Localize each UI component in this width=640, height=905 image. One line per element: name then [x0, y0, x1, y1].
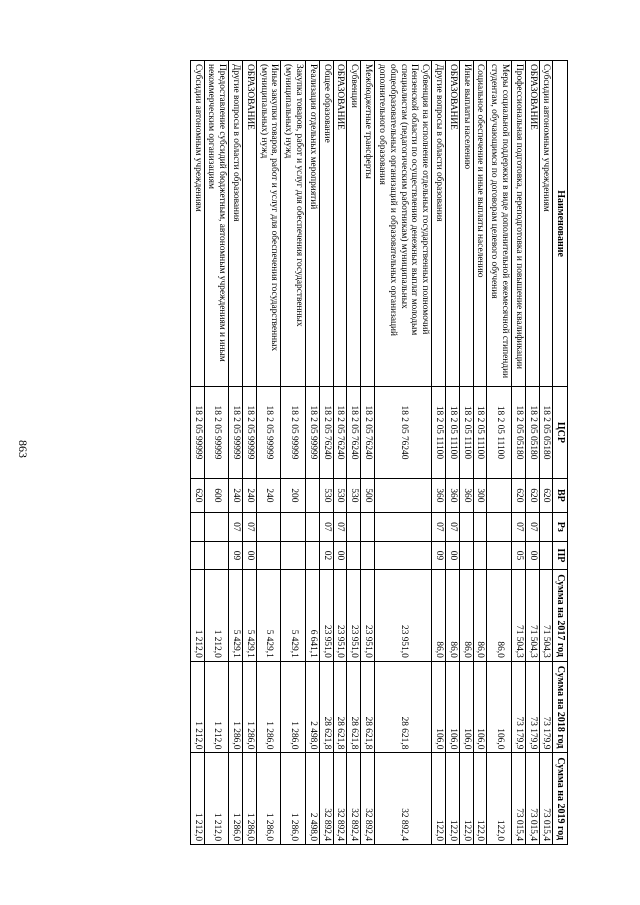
- cell-s2019: 73 015,4: [512, 753, 526, 845]
- cell-pr: 02: [319, 541, 333, 570]
- cell-pr: 09: [432, 541, 446, 570]
- cell-s2017: 5 429,1: [281, 570, 306, 662]
- cell-vr: [306, 478, 320, 512]
- cell-s2017: 23 951,0: [333, 570, 347, 662]
- cell-s2019: 1 212,0: [190, 753, 204, 845]
- cell-s2019: 32 892,4: [347, 753, 361, 845]
- cell-s2019: 122,0: [487, 753, 512, 845]
- table-row: [361, 61, 375, 845]
- cell-rz: [375, 513, 432, 542]
- cell-rz: 07: [243, 513, 257, 542]
- cell-name: Социальное обеспечение и иные выплаты населению: [473, 61, 487, 387]
- cell-name: Общее образование: [319, 61, 333, 387]
- cell-vr: 530: [319, 478, 333, 512]
- table-row: [459, 61, 473, 845]
- cell-s2019: 2 498,0: [306, 753, 320, 845]
- cell-s2017: 1 212,0: [204, 570, 229, 662]
- cell-csr: 18 2 05 99999: [281, 387, 306, 479]
- table-header-row: [553, 61, 568, 845]
- cell-csr: 18 2 05 76240: [361, 387, 375, 479]
- cell-s2019: 1 212,0: [204, 753, 229, 845]
- cell-name: Субвенция на исполнение отдельных государственных полномочий Пензенской области по осуществлению денежных выплат молодым специалистам (педагогическим работникам) муниципальных общеобразовательных организаций и образовательных организаций дополнительного образования: [375, 61, 432, 387]
- cell-name: Закупка товаров, работ и услуг для обеспечения государственных (муниципальных) нужд: [281, 61, 306, 387]
- cell-rz: [204, 513, 229, 542]
- cell-s2018: 1 212,0: [190, 661, 204, 753]
- cell-vr: 500: [361, 478, 375, 512]
- cell-pr: [375, 541, 432, 570]
- cell-rz: [539, 513, 553, 542]
- cell-pr: [487, 541, 512, 570]
- cell-rz: [459, 513, 473, 542]
- cell-vr: [375, 478, 432, 512]
- cell-csr: 18 2 05 99999: [229, 387, 243, 479]
- cell-pr: 00: [446, 541, 460, 570]
- cell-name: Субсидии автономным учреждениям: [190, 61, 204, 387]
- cell-vr: 620: [525, 478, 539, 512]
- cell-s2018: 1 212,0: [204, 661, 229, 753]
- cell-s2019: 32 892,4: [361, 753, 375, 845]
- cell-s2018: 106,0: [446, 661, 460, 753]
- cell-csr: 18 2 05 99999: [243, 387, 257, 479]
- cell-rz: 07: [432, 513, 446, 542]
- cell-csr: 18 2 05 76240: [319, 387, 333, 479]
- cell-csr: 18 2 05 11100: [432, 387, 446, 479]
- cell-name: ОБРАЗОВАНИЕ: [525, 61, 539, 387]
- cell-csr: 18 2 05 05180: [539, 387, 553, 479]
- cell-pr: [347, 541, 361, 570]
- cell-csr: 18 2 05 05180: [512, 387, 526, 479]
- cell-s2019: 32 892,4: [319, 753, 333, 845]
- table-row: [281, 61, 306, 845]
- header-sum-2017: Сумма на 2017 год: [553, 570, 568, 662]
- cell-pr: 09: [229, 541, 243, 570]
- table-row: [525, 61, 539, 845]
- table-row: [512, 61, 526, 845]
- cell-pr: [473, 541, 487, 570]
- cell-s2018: 106,0: [459, 661, 473, 753]
- cell-vr: 620: [512, 478, 526, 512]
- cell-rz: [347, 513, 361, 542]
- cell-s2019: 1 286,0: [256, 753, 281, 845]
- cell-s2018: 106,0: [487, 661, 512, 753]
- cell-s2017: 6 641,1: [306, 570, 320, 662]
- cell-csr: 18 2 05 11100: [473, 387, 487, 479]
- cell-s2017: 5 429,1: [256, 570, 281, 662]
- cell-pr: 00: [243, 541, 257, 570]
- cell-csr: 18 2 05 99999: [190, 387, 204, 479]
- header-vr: ВР: [553, 478, 568, 512]
- cell-rz: 07: [512, 513, 526, 542]
- header-rz: Рз: [553, 513, 568, 542]
- cell-pr: [306, 541, 320, 570]
- cell-csr: 18 2 05 99999: [256, 387, 281, 479]
- cell-rz: [361, 513, 375, 542]
- cell-rz: [281, 513, 306, 542]
- cell-s2017: 23 951,0: [361, 570, 375, 662]
- cell-s2019: 32 892,4: [375, 753, 432, 845]
- table-row: [539, 61, 553, 845]
- cell-s2019: 73 015,4: [539, 753, 553, 845]
- cell-name: ОБРАЗОВАНИЕ: [446, 61, 460, 387]
- cell-rz: [473, 513, 487, 542]
- cell-vr: 620: [190, 478, 204, 512]
- cell-s2018: 73 179,9: [525, 661, 539, 753]
- cell-csr: 18 2 05 11100: [487, 387, 512, 479]
- cell-rz: [190, 513, 204, 542]
- table-row: [319, 61, 333, 845]
- cell-csr: 18 2 05 99999: [204, 387, 229, 479]
- cell-s2019: 1 286,0: [281, 753, 306, 845]
- table-row: [306, 61, 320, 845]
- cell-s2017: 23 951,0: [375, 570, 432, 662]
- cell-s2017: 86,0: [446, 570, 460, 662]
- cell-s2017: 23 951,0: [319, 570, 333, 662]
- cell-name: Другие вопросы в области образования: [432, 61, 446, 387]
- cell-csr: 18 2 05 76240: [375, 387, 432, 479]
- cell-rz: [256, 513, 281, 542]
- cell-s2019: 1 286,0: [229, 753, 243, 845]
- cell-pr: 00: [333, 541, 347, 570]
- cell-s2019: 122,0: [459, 753, 473, 845]
- cell-name: Субсидии автономным учреждениям: [539, 61, 553, 387]
- table-row: [347, 61, 361, 845]
- cell-s2018: 1 286,0: [281, 661, 306, 753]
- cell-csr: 18 2 05 76240: [347, 387, 361, 479]
- cell-name: Предоставление субсидий бюджетным, автономным учреждениям и иным некоммерческим организациям: [204, 61, 229, 387]
- cell-s2017: 1 212,0: [190, 570, 204, 662]
- table-row: [446, 61, 460, 845]
- cell-s2018: 2 498,0: [306, 661, 320, 753]
- cell-s2018: 28 621,8: [375, 661, 432, 753]
- cell-s2019: 32 892,4: [333, 753, 347, 845]
- cell-s2017: 23 951,0: [347, 570, 361, 662]
- cell-vr: 600: [204, 478, 229, 512]
- cell-s2019: 122,0: [473, 753, 487, 845]
- cell-rz: 07: [525, 513, 539, 542]
- cell-s2018: 28 621,8: [347, 661, 361, 753]
- cell-pr: [361, 541, 375, 570]
- cell-pr: 05: [512, 541, 526, 570]
- table-row: [487, 61, 512, 845]
- cell-name: Профессиональная подготовка, переподготовка и повышение квалификации: [512, 61, 526, 387]
- cell-s2017: 71 504,3: [525, 570, 539, 662]
- cell-s2018: 106,0: [473, 661, 487, 753]
- cell-vr: 240: [256, 478, 281, 512]
- cell-s2018: 1 286,0: [243, 661, 257, 753]
- page-number: 863: [16, 440, 30, 458]
- cell-rz: 07: [333, 513, 347, 542]
- cell-s2018: 106,0: [432, 661, 446, 753]
- cell-pr: [204, 541, 229, 570]
- cell-vr: 360: [432, 478, 446, 512]
- cell-name: Реализация отдельных мероприятий: [306, 61, 320, 387]
- header-sum-2019: Сумма на 2019 год: [553, 753, 568, 845]
- cell-s2019: 122,0: [446, 753, 460, 845]
- table-row: [333, 61, 347, 845]
- cell-csr: 18 2 05 99999: [306, 387, 320, 479]
- cell-s2019: 73 015,4: [525, 753, 539, 845]
- table-row: [204, 61, 229, 845]
- cell-s2018: 28 621,8: [319, 661, 333, 753]
- cell-vr: 530: [333, 478, 347, 512]
- cell-pr: [459, 541, 473, 570]
- cell-s2018: 28 621,8: [361, 661, 375, 753]
- cell-name: Другие вопросы в области образования: [229, 61, 243, 387]
- cell-csr: 18 2 05 05180: [525, 387, 539, 479]
- cell-pr: 00: [525, 541, 539, 570]
- cell-s2017: 86,0: [473, 570, 487, 662]
- table-row: [243, 61, 257, 845]
- table-body: [190, 61, 553, 845]
- cell-name: Субвенции: [347, 61, 361, 387]
- cell-s2017: 71 504,3: [512, 570, 526, 662]
- table-row: [473, 61, 487, 845]
- cell-name: ОБРАЗОВАНИЕ: [333, 61, 347, 387]
- cell-csr: 18 2 05 11100: [446, 387, 460, 479]
- cell-rz: 07: [319, 513, 333, 542]
- cell-vr: 360: [446, 478, 460, 512]
- cell-vr: 240: [243, 478, 257, 512]
- cell-pr: [190, 541, 204, 570]
- cell-vr: [487, 478, 512, 512]
- table-row: [375, 61, 432, 845]
- budget-table: [190, 60, 568, 845]
- header-sum-2018: Сумма на 2018 год: [553, 661, 568, 753]
- cell-name: Иные выплаты населению: [459, 61, 473, 387]
- header-csr: ЦСР: [553, 387, 568, 479]
- cell-s2018: 73 179,9: [512, 661, 526, 753]
- cell-s2019: 1 286,0: [243, 753, 257, 845]
- cell-csr: 18 2 05 11100: [459, 387, 473, 479]
- cell-s2017: 71 504,3: [539, 570, 553, 662]
- cell-s2018: 1 286,0: [256, 661, 281, 753]
- cell-vr: 200: [281, 478, 306, 512]
- cell-s2017: 86,0: [432, 570, 446, 662]
- cell-s2018: 1 286,0: [229, 661, 243, 753]
- cell-csr: 18 2 05 76240: [333, 387, 347, 479]
- cell-s2017: 5 429,1: [243, 570, 257, 662]
- cell-rz: 07: [229, 513, 243, 542]
- rotated-table-container: [78, 60, 568, 845]
- cell-s2018: 28 621,8: [333, 661, 347, 753]
- header-name: Наименование: [553, 61, 568, 387]
- cell-s2017: 86,0: [487, 570, 512, 662]
- cell-vr: 360: [459, 478, 473, 512]
- cell-vr: 240: [229, 478, 243, 512]
- cell-rz: [306, 513, 320, 542]
- cell-rz: [487, 513, 512, 542]
- cell-vr: 300: [473, 478, 487, 512]
- cell-s2017: 86,0: [459, 570, 473, 662]
- cell-vr: 620: [539, 478, 553, 512]
- header-pr: ПР: [553, 541, 568, 570]
- cell-pr: [256, 541, 281, 570]
- cell-name: Меры социальной поддержки в виде дополнительной ежемесячной стипендии студентам, обучающимся по договорам целевого обучения: [487, 61, 512, 387]
- table-row: [256, 61, 281, 845]
- cell-pr: [281, 541, 306, 570]
- cell-s2017: 5 429,1: [229, 570, 243, 662]
- table-row: [190, 61, 204, 845]
- cell-name: ОБРАЗОВАНИЕ: [243, 61, 257, 387]
- cell-s2018: 73 179,9: [539, 661, 553, 753]
- cell-pr: [539, 541, 553, 570]
- cell-rz: 07: [446, 513, 460, 542]
- cell-name: Иные закупки товаров, работ и услуг для обеспечения государственных (муниципальных) нужд: [256, 61, 281, 387]
- cell-name: Межбюджетные трансферты: [361, 61, 375, 387]
- table-row: [229, 61, 243, 845]
- cell-vr: 530: [347, 478, 361, 512]
- cell-s2019: 122,0: [432, 753, 446, 845]
- table-row: [432, 61, 446, 845]
